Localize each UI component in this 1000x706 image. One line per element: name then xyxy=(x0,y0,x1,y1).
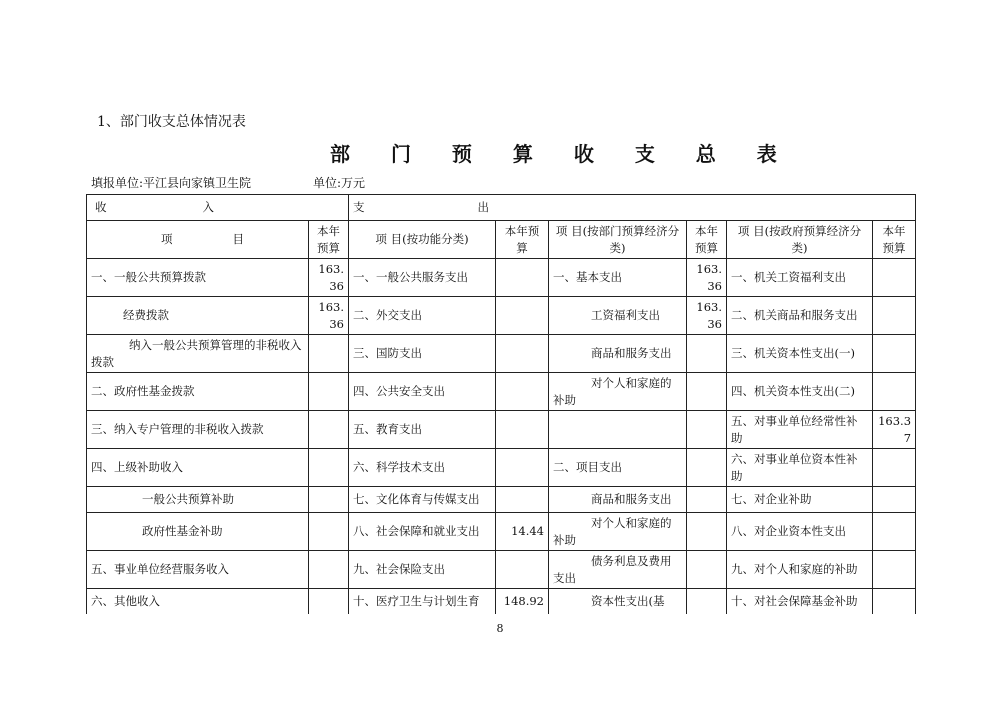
gov-item: 一、机关工资福利支出 xyxy=(727,259,873,297)
income-amount xyxy=(309,411,349,449)
page-number: 8 xyxy=(496,622,504,635)
table-row xyxy=(87,335,916,373)
func-item: 四、公共安全支出 xyxy=(349,373,496,411)
expense-group-header: 支 出 xyxy=(349,195,916,221)
func-amount xyxy=(496,449,549,487)
dept-amount xyxy=(687,487,727,513)
func-amount: 14.44 xyxy=(496,513,549,551)
func-item: 九、社会保险支出 xyxy=(349,551,496,589)
gov-item: 九、对个人和家庭的补助 xyxy=(727,551,873,589)
income-item: 三、纳入专户管理的非税收入拨款 xyxy=(87,411,309,449)
dept-item: 商品和服务支出 xyxy=(549,335,687,373)
func-item: 六、科学技术支出 xyxy=(349,449,496,487)
table-row xyxy=(87,487,916,513)
gov-amount: 163.37 xyxy=(873,411,916,449)
gov-amount xyxy=(873,373,916,411)
func-item: 五、教育支出 xyxy=(349,411,496,449)
gov-item: 七、对企业补助 xyxy=(727,487,873,513)
dept-item xyxy=(549,411,687,449)
func-item: 七、文化体育与传媒支出 xyxy=(349,487,496,513)
func-amount xyxy=(496,259,549,297)
gov-amount xyxy=(873,449,916,487)
table-row xyxy=(87,297,916,335)
dept-item: 二、项目支出 xyxy=(549,449,687,487)
table-row xyxy=(87,513,916,551)
dept-item: 资本性支出(基 xyxy=(549,589,687,614)
income-budget-header: 本年预算 xyxy=(309,221,349,259)
gov-amount xyxy=(873,259,916,297)
income-item: 政府性基金补助 xyxy=(87,513,309,551)
dept-item: 商品和服务支出 xyxy=(549,487,687,513)
gov-amount xyxy=(873,513,916,551)
func-amount xyxy=(496,373,549,411)
income-item: 一般公共预算补助 xyxy=(87,487,309,513)
income-item: 四、上级补助收入 xyxy=(87,449,309,487)
func-item: 八、社会保障和就业支出 xyxy=(349,513,496,551)
func-amount xyxy=(496,551,549,589)
income-item: 二、政府性基金拨款 xyxy=(87,373,309,411)
func-item: 二、外交支出 xyxy=(349,297,496,335)
table-row xyxy=(87,259,916,297)
func-item-header: 项 目(按功能分类) xyxy=(349,221,496,259)
dept-amount: 163.36 xyxy=(687,297,727,335)
income-amount xyxy=(309,373,349,411)
income-amount: 163.36 xyxy=(309,259,349,297)
gov-item: 五、对事业单位经常性补助 xyxy=(727,411,873,449)
income-item: 一、一般公共预算拨款 xyxy=(87,259,309,297)
func-amount: 148.92 xyxy=(496,589,549,614)
func-amount xyxy=(496,487,549,513)
income-item-header: 项 目 xyxy=(87,221,309,259)
gov-item: 六、对事业单位资本性补助 xyxy=(727,449,873,487)
func-item: 十、医疗卫生与计划生育 xyxy=(349,589,496,614)
table-row xyxy=(87,373,916,411)
dept-amount xyxy=(687,513,727,551)
section-heading: 1、部门收支总体情况表 xyxy=(97,114,246,130)
func-amount xyxy=(496,411,549,449)
dept-amount: 163.36 xyxy=(687,259,727,297)
table-row xyxy=(87,589,916,614)
table-row xyxy=(87,449,916,487)
header-row-columns xyxy=(87,221,916,259)
dept-amount xyxy=(687,589,727,614)
func-budget-header: 本年预算 xyxy=(496,221,549,259)
func-amount xyxy=(496,335,549,373)
gov-amount xyxy=(873,487,916,513)
gov-amount xyxy=(873,589,916,614)
dept-item: 一、基本支出 xyxy=(549,259,687,297)
income-amount xyxy=(309,589,349,614)
gov-amount xyxy=(873,297,916,335)
income-amount xyxy=(309,449,349,487)
income-amount xyxy=(309,513,349,551)
header-row-group xyxy=(87,195,916,221)
page-title: 部 门 预 算 收 支 总 表 xyxy=(330,142,794,166)
gov-budget-header: 本年预算 xyxy=(873,221,916,259)
budget-table xyxy=(86,194,916,614)
income-amount xyxy=(309,335,349,373)
dept-item-header: 项 目(按部门预算经济分类) xyxy=(549,221,687,259)
income-item: 五、事业单位经营服务收入 xyxy=(87,551,309,589)
dept-amount xyxy=(687,373,727,411)
gov-item: 八、对企业资本性支出 xyxy=(727,513,873,551)
dept-item: 对个人和家庭的补助 xyxy=(549,513,687,551)
dept-amount xyxy=(687,411,727,449)
table-row xyxy=(87,551,916,589)
dept-amount xyxy=(687,449,727,487)
gov-item: 二、机关商品和服务支出 xyxy=(727,297,873,335)
gov-item: 三、机关资本性支出(一) xyxy=(727,335,873,373)
income-group-header: 收 入 xyxy=(87,195,349,221)
income-item: 经费拨款 xyxy=(87,297,309,335)
dept-item: 工资福利支出 xyxy=(549,297,687,335)
dept-amount xyxy=(687,335,727,373)
gov-item: 十、对社会保障基金补助 xyxy=(727,589,873,614)
table-row xyxy=(87,411,916,449)
income-amount: 163.36 xyxy=(309,297,349,335)
dept-item: 债务利息及费用支出 xyxy=(549,551,687,589)
dept-amount xyxy=(687,551,727,589)
income-amount xyxy=(309,487,349,513)
filler-unit: 填报单位:平江县向家镇卫生院 xyxy=(91,176,252,190)
income-item: 六、其他收入 xyxy=(87,589,309,614)
func-item: 三、国防支出 xyxy=(349,335,496,373)
func-amount xyxy=(496,297,549,335)
income-amount xyxy=(309,551,349,589)
gov-item-header: 项 目(按政府预算经济分类) xyxy=(727,221,873,259)
gov-amount xyxy=(873,335,916,373)
income-item: 纳入一般公共预算管理的非税收入拨款 xyxy=(87,335,309,373)
amount-unit: 单位:万元 xyxy=(313,176,366,190)
gov-item: 四、机关资本性支出(二) xyxy=(727,373,873,411)
dept-budget-header: 本年预算 xyxy=(687,221,727,259)
dept-item: 对个人和家庭的补助 xyxy=(549,373,687,411)
func-item: 一、一般公共服务支出 xyxy=(349,259,496,297)
gov-amount xyxy=(873,551,916,589)
